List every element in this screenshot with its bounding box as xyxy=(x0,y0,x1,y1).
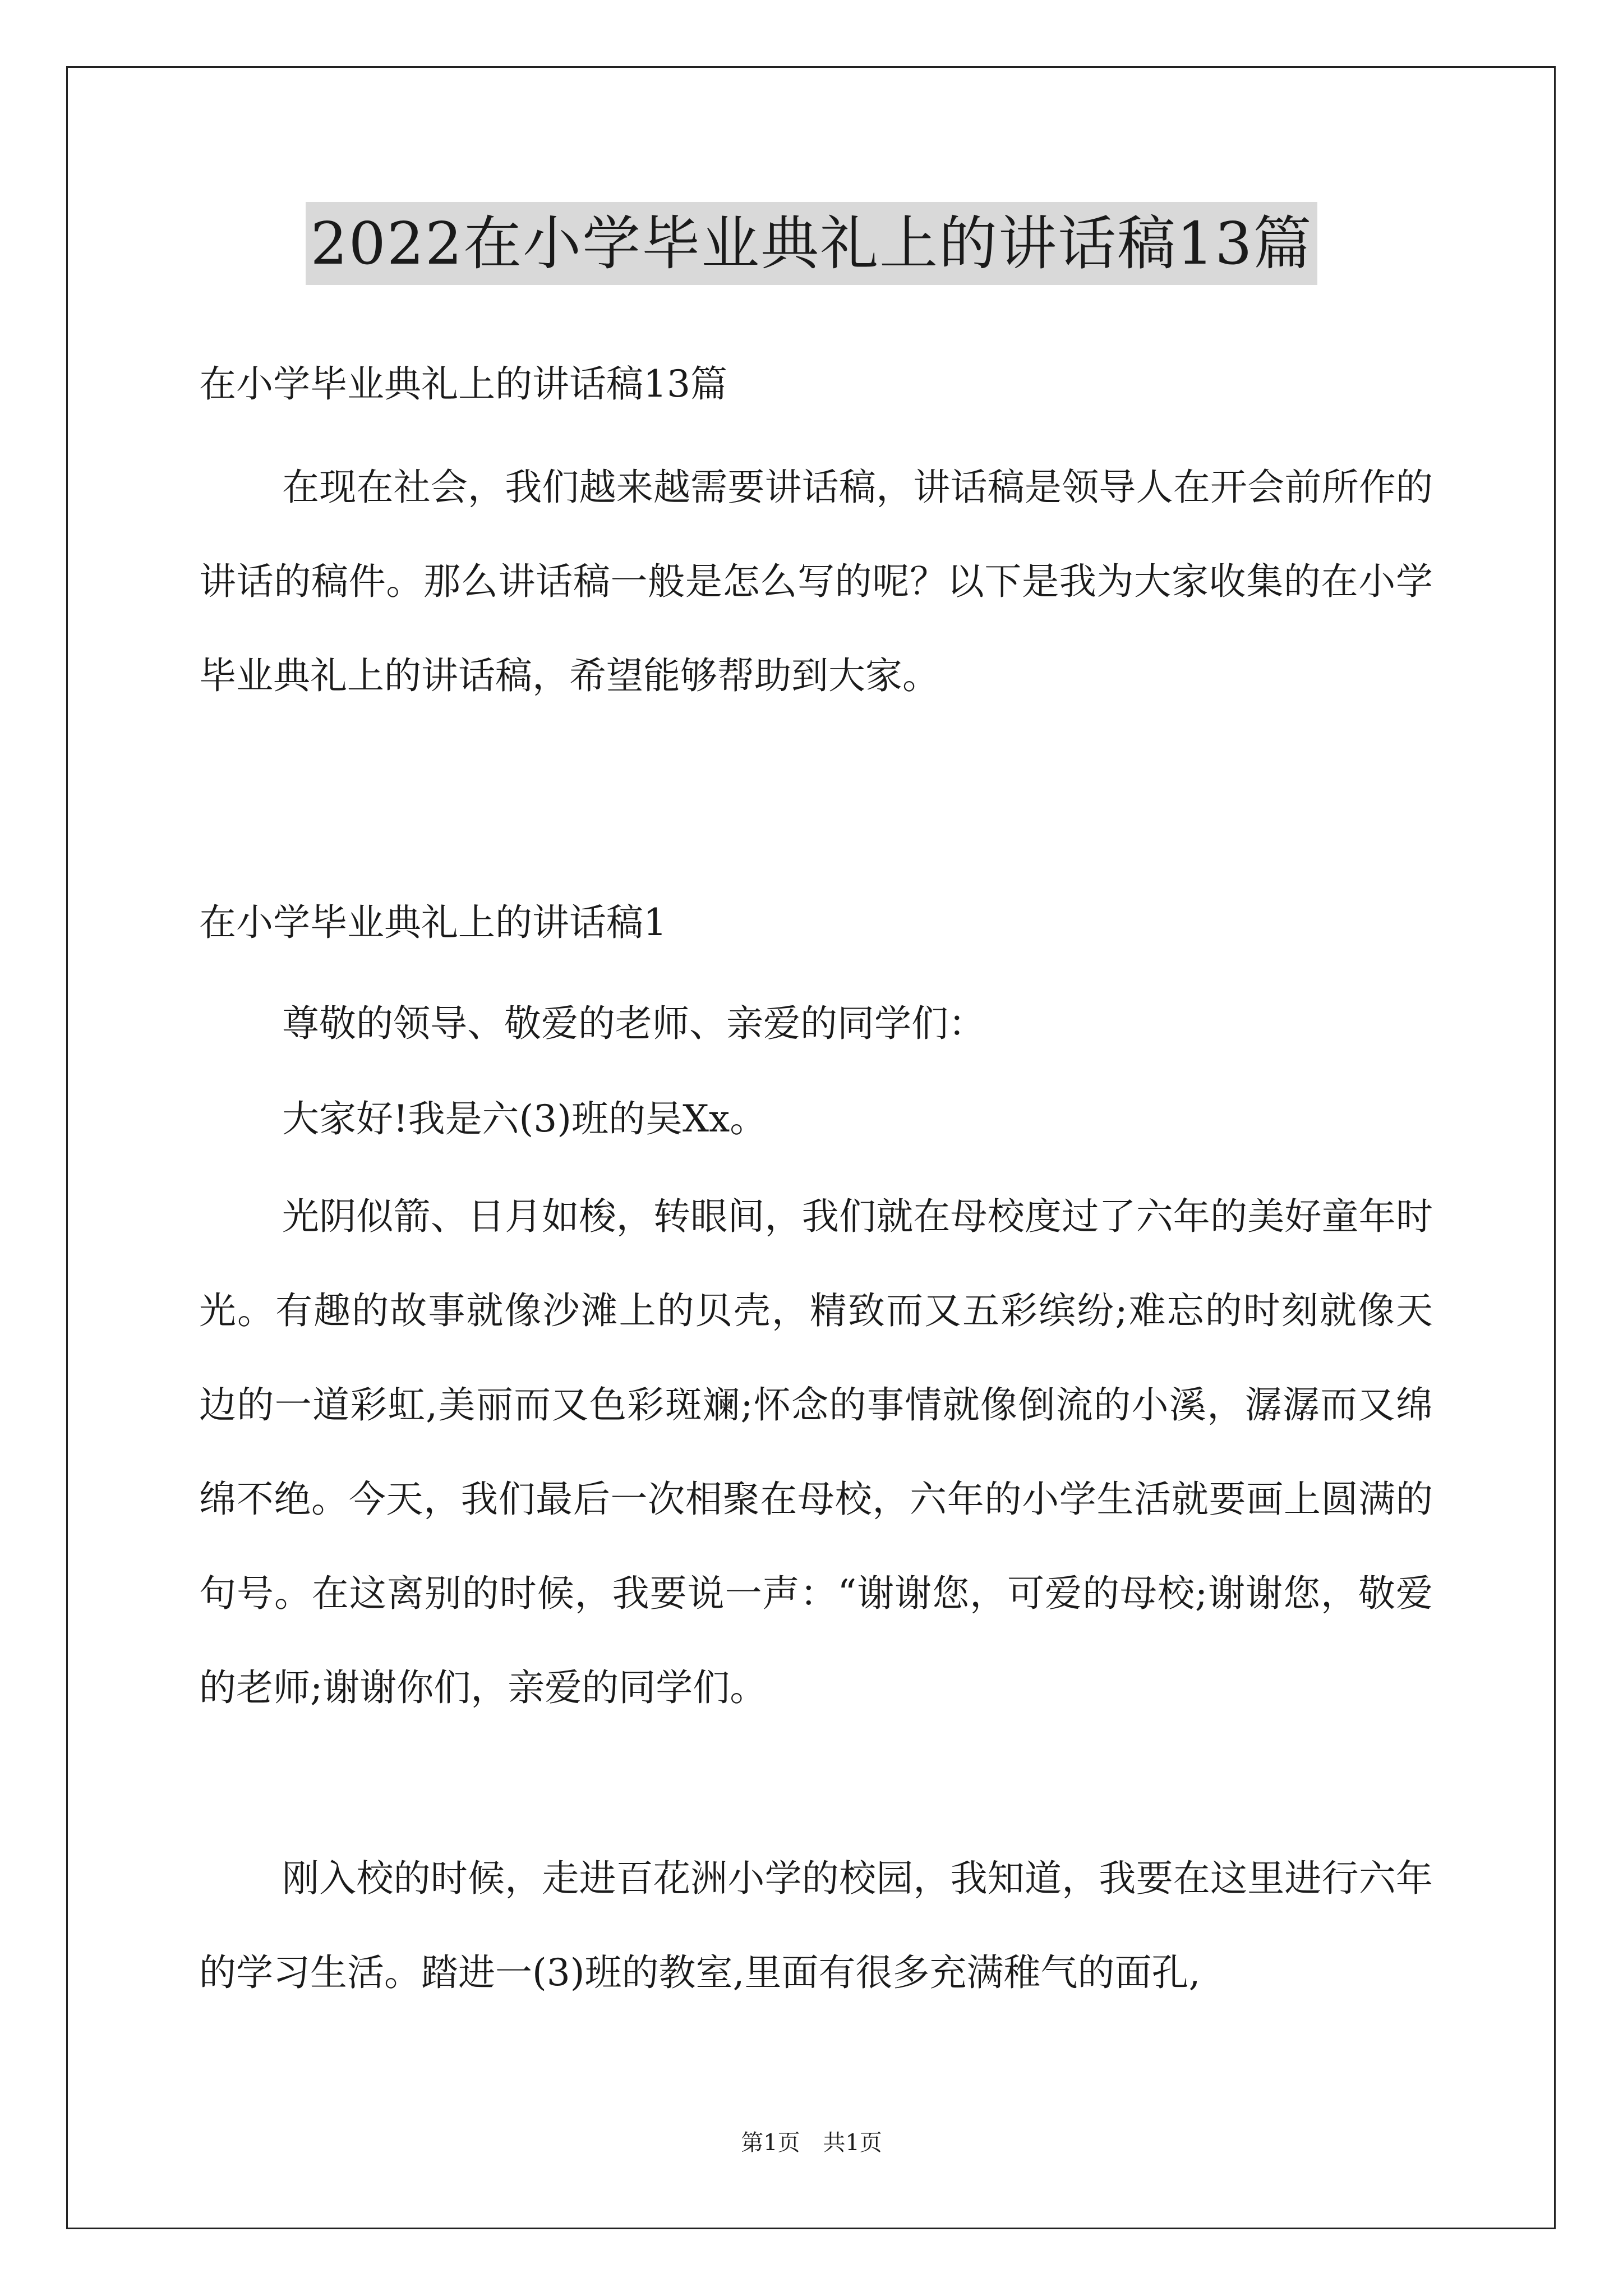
section-heading: 在小学毕业典礼上的讲话稿1 xyxy=(199,901,667,944)
document-subtitle: 在小学毕业典礼上的讲话稿13篇 xyxy=(199,362,727,406)
document-title: 2022在小学毕业典礼上的讲话稿13篇 xyxy=(306,202,1317,285)
page-total: 共1页 xyxy=(823,2130,882,2156)
intro-paragraph: 在现在社会，我们越来越需要讲话稿，讲话稿是领导人在开会前所作的讲话的稿件。那么讲话稿一般是怎么写的呢？以下是我为大家收集的在小学毕业典礼上的讲话稿，希望能够帮助到大家。 xyxy=(199,466,1433,697)
speech-paragraph-2: 刚入校的时候，走进百花洲小学的校园，我知道，我要在这里进行六年的学习生活。踏进一(3)班的教室,里面有很多充满稚气的面孔, xyxy=(199,1857,1433,1994)
page-number: 第1页 xyxy=(741,2130,800,2156)
speech-paragraph-1: 光阴似箭、日月如梭，转眼间，我们就在母校度过了六年的美好童年时光。有趣的故事就像沙滩上的贝壳，精致而又五彩缤纷;难忘的时刻就像天边的一道彩虹,美丽而又色彩斑斓;怀念的事情就像倒流的小溪，潺潺而又绵绵不绝。今天，我们最后一次相聚在母校，六年的小学生活就要画上圆满的句号。在这离别的时候，我要说一声：“谢谢您，可爱的母校;谢谢您，敬爱的老师;谢谢你们，亲爱的同学们。 xyxy=(199,1195,1433,1709)
greeting-line: 尊敬的领导、敬爱的老师、亲爱的同学们： xyxy=(282,1002,985,1045)
page-footer xyxy=(0,2126,1623,2160)
title-container xyxy=(0,202,1623,285)
self-introduction-line: 大家好!我是六(3)班的吴Xx。 xyxy=(282,1097,767,1140)
